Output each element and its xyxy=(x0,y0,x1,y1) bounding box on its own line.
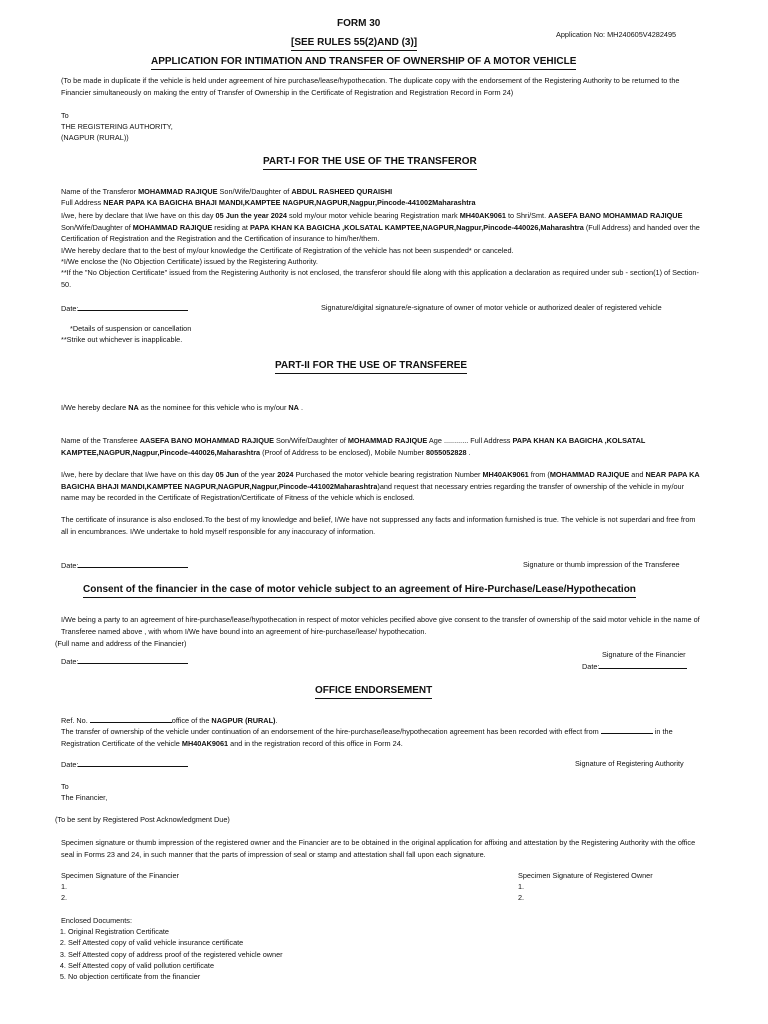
financier-date: Date: xyxy=(61,655,188,667)
part1-signature: Signature/digital signature/e-signature of owner of motor vehicle or authorized dealer of registered vehicle xyxy=(321,303,662,312)
list-item: 2. Self Attested copy of valid vehicle insurance certificate xyxy=(68,937,283,948)
registering-authority-signature: Signature of Registering Authority xyxy=(575,759,684,768)
registered-post-note: (To be sent by Registered Post Acknowledgment Due) xyxy=(55,815,230,824)
transferor-parent: ABDUL RASHEED QURAISHI xyxy=(291,187,393,196)
financier-date-right: Date: xyxy=(582,660,687,672)
list-item: 4. Self Attested copy of valid pollution certificate xyxy=(68,960,283,971)
form-title: APPLICATION FOR INTIMATION AND TRANSFER OF OWNERSHIP OF A MOTOR VEHICLE xyxy=(151,56,576,70)
specimen-owner-1: 1. xyxy=(518,882,525,891)
transferor-name: MOHAMMAD RAJIQUE xyxy=(138,187,218,196)
specimen-instructions: Specimen signature or thumb impression of the registered owner and the Financier are to be obtained in the original application for affixing and attestation by the Registering Authority with the office seal in Forms 23 and 24, in such manner that the parts of impression of seal or stamp and attestation shall fall upon each signature. xyxy=(61,838,696,859)
nominee-relation: NA xyxy=(288,403,299,412)
office-name: NAGPUR (RURAL) xyxy=(211,716,276,725)
rules-reference: [SEE RULES 55(2)AND (3)] xyxy=(291,37,417,51)
note-strike-out: **Strike out whichever is inapplicable. xyxy=(61,335,183,344)
specimen-financier-2: 2. xyxy=(61,893,68,902)
financier-full-name: (Full name and address of the Financier) xyxy=(55,639,187,648)
ref-number-line: Ref. No. office of the NAGPUR (RURAL). xyxy=(61,716,278,725)
insurance-declaration: The certificate of insurance is also enclosed.To the best of my knowledge and belief, I/We have not suppressed any facts and information furnished is true. The vehicle is not superdari and free from all in encumbrances. I/We undertake to hold myself responsible for any inaccuracy of information. xyxy=(61,515,696,536)
part2-date-line[interactable] xyxy=(78,559,188,568)
best-knowledge-declaration: I/We hereby declare that to the best of my/our knowledge the Certificate of Registration of the vehicle has not been suspended* or canceled. xyxy=(61,246,514,255)
noc-missing-note: **If the "No Objection Certificate" issued from the Registering Authority is not enclosed, the transferor should file along with this application a declaration as required under sub - section(1) of Section-50. xyxy=(61,268,699,289)
addressee-to: To xyxy=(61,111,69,120)
reg-number: MH40AK9061 xyxy=(459,211,506,220)
noc-enclose-note: *I/We enclose the (No Objection Certificate) issued by the Registering Authority. xyxy=(61,257,318,266)
part1-date-line[interactable] xyxy=(78,302,188,311)
addressee-location: (NAGPUR (RURAL)) xyxy=(61,133,129,142)
form-number: FORM 30 xyxy=(337,18,381,29)
financier-date-line[interactable] xyxy=(78,655,188,664)
transferee-name: AASEFA BANO MOHAMMAD RAJIQUE xyxy=(139,436,275,445)
intro-text: (To be made in duplicate if the vehicle is held under agreement of hire purchase/lease/hypothecation. The duplicate copy with the endorsement of the Registering Authority to be returned to the Financier simultaneously on making the entry of Transfer of Ownership in the Certificate of Registration and Registration Record in Form 24) xyxy=(61,76,680,97)
mobile-number: 8055052828 xyxy=(426,447,467,457)
specimen-financier-1: 1. xyxy=(61,882,68,891)
office-date-line[interactable] xyxy=(78,758,188,767)
list-item: 1. Original Registration Certificate xyxy=(68,926,283,937)
part2-date: Date: xyxy=(61,559,188,571)
transferor-name-line: Name of the Transferor MOHAMMAD RAJIQUE Son/Wife/Daughter of ABDUL RASHEED QURAISHI xyxy=(61,187,393,196)
effective-date-field[interactable] xyxy=(601,725,653,734)
part1-heading: PART-I FOR THE USE OF THE TRANSFEROR xyxy=(263,156,477,170)
note-suspension: *Details of suspension or cancellation xyxy=(70,324,192,333)
transferor-address-line: Full Address NEAR PAPA KA BAGICHA BHAJI MANDI,KAMPTEE NAGPUR,NAGPUR,Nagpur,Pincode-441002Maharashtra xyxy=(61,198,476,207)
transfer-record-text: The transfer of ownership of the vehicle under continuation of an endorsement of the hire-purchase/lease/hypothecation agreement has been recorded with effect from in the Registration Certificate of the vehicle MH40AK9061 and in the registration record of this office in Form 24. xyxy=(61,727,673,748)
nominee-declaration: I/We hereby declare NA as the nominee for this vehicle who is my/our NA . xyxy=(61,403,304,412)
financier-heading: Consent of the financier in the case of motor vehicle subject to an agreement of Hire-Purchase/Lease/Hypothecation xyxy=(83,584,636,598)
nominee-name: NA xyxy=(128,403,139,412)
financier-to: To xyxy=(61,782,69,791)
part2-heading: PART-II FOR THE USE OF TRANSFEREE xyxy=(275,360,467,374)
financier-consent-text: I/We being a party to an agreement of hire-purchase/lease/hypothecation in respect of motor vehicles pecified above give consent to the transfer of ownership of the said motor vehicle in the name of Transferee named above , with whom I/We have bound into an agreement of hire-purchase/lease/ hypothecation. xyxy=(61,615,700,636)
enclosed-documents-label: Enclosed Documents: xyxy=(61,916,132,925)
list-item: 3. Self Attested copy of address proof of the registered vehicle owner xyxy=(68,949,283,960)
transferor-address: NEAR PAPA KA BAGICHA BHAJI MANDI,KAMPTEE NAGPUR,NAGPUR,Nagpur,Pincode-441002Maharashtra xyxy=(103,198,476,207)
list-item: 5. No objection certificate from the financier xyxy=(68,971,283,982)
specimen-owner-2: 2. xyxy=(518,893,525,902)
enclosed-documents-list xyxy=(55,926,283,982)
application-number: Application No: MH240605V4282495 xyxy=(556,30,677,39)
sale-declaration: I/we, here by declare that I/we have on this day 05 Jun the year 2024 sold my/our motor vehicle bearing Registration mark MH40AK9061 to Shri/Smt. AASEFA BANO MOHAMMAD RAJIQUE Son/Wife/Daughter of MOHAMMAD RAJIQUE residing at PAPA KHAN KA BAGICHA ,KOLSATAL KAMPTEE,NAGPUR,Nagpur,Pincode-440026,Maharashtra (Full Address) and handed over the Certification of Registration and the Registration and the Certification of insurance to him/her/them. xyxy=(61,211,700,243)
financier-date-right-line[interactable] xyxy=(599,660,687,669)
part1-date: Date: xyxy=(61,302,188,314)
addressee-authority: THE REGISTERING AUTHORITY, xyxy=(61,122,173,131)
transferee-signature: Signature or thumb impression of the Transferee xyxy=(523,560,680,569)
purchase-declaration: I/we, here by declare that I/we have on this day 05 Jun of the year 2024 Purchased the motor vehicle bearing registration Number MH40AK9061 from (MOHAMMAD RAJIQUE and NEAR PAPA KA BAGICHA BHAJI MANDI,KAMPTEE NAGPUR,NAGPUR,Nagpur,Pincode-441002Maharashtra)and request that necessary entries regarding the transfer of ownership of the vehicle in my/our name may be recorded in the Certificate of Registration/Certificate of Fitness of the vehicle which is enclosed. xyxy=(61,470,700,502)
financier-address: The Financier, xyxy=(61,793,108,802)
specimen-owner-label: Specimen Signature of Registered Owner xyxy=(518,871,653,880)
office-date: Date: xyxy=(61,758,188,770)
specimen-financier-label: Specimen Signature of the Financier xyxy=(61,871,180,880)
office-heading: OFFICE ENDORSEMENT xyxy=(315,685,432,699)
ref-number-field[interactable] xyxy=(90,714,172,723)
transferee-details: Name of the Transferee AASEFA BANO MOHAMMAD RAJIQUE Son/Wife/Daughter of MOHAMMAD RAJIQUE Age ............ Full Address PAPA KHAN KA BAGICHA ,KOLSATAL KAMPTEE,NAGPUR,Nagpur,Pincode-440026,Maharashtra (Proof of Address to be enclosed), Mobile Number 8055052828 . xyxy=(61,436,646,457)
financier-signature: Signature of the Financier xyxy=(602,650,686,659)
